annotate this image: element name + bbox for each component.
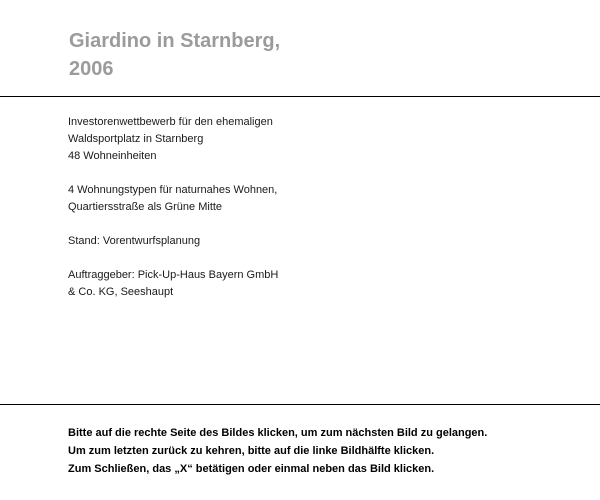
description-paragraph: [68, 114, 468, 165]
page-title: [69, 27, 280, 83]
description-line: Waldsportplatz in Starnberg: [68, 133, 204, 145]
instruction-line: Bitte auf die rechte Seite des Bildes klicken, um zum nächsten Bild zu gelangen.: [68, 427, 488, 439]
description-line: 4 Wohnungstypen für naturnahes Wohnen,: [68, 184, 278, 196]
description-paragraph: [68, 182, 468, 216]
client-line: & Co. KG, Seeshaupt: [68, 286, 174, 298]
page-title-line: Giardino in Starnberg,: [69, 30, 281, 52]
description-line: 48 Wohneinheiten: [68, 150, 157, 162]
client-paragraph: [68, 267, 468, 301]
status-paragraph: [68, 233, 468, 250]
instruction-line: Um zum letzten zurück zu kehren, bitte auf die linke Bildhälfte klicken.: [68, 445, 435, 457]
top-divider: [0, 96, 600, 97]
description-line: Quartiersstraße als Grüne Mitte: [68, 201, 223, 213]
page-title-year: 2006: [69, 58, 114, 80]
instruction-line: Zum Schließen, das „X“ betätigen oder einmal neben das Bild klicken.: [68, 463, 435, 475]
bottom-divider: [0, 404, 600, 405]
client-line: Auftraggeber: Pick-Up-Haus Bayern GmbH: [68, 269, 279, 281]
status-line: Stand: Vorentwurfsplanung: [68, 235, 201, 247]
project-description: [68, 114, 468, 318]
description-line: Investorenwettbewerb für den ehemaligen: [68, 116, 273, 128]
navigation-instructions: [68, 424, 588, 478]
